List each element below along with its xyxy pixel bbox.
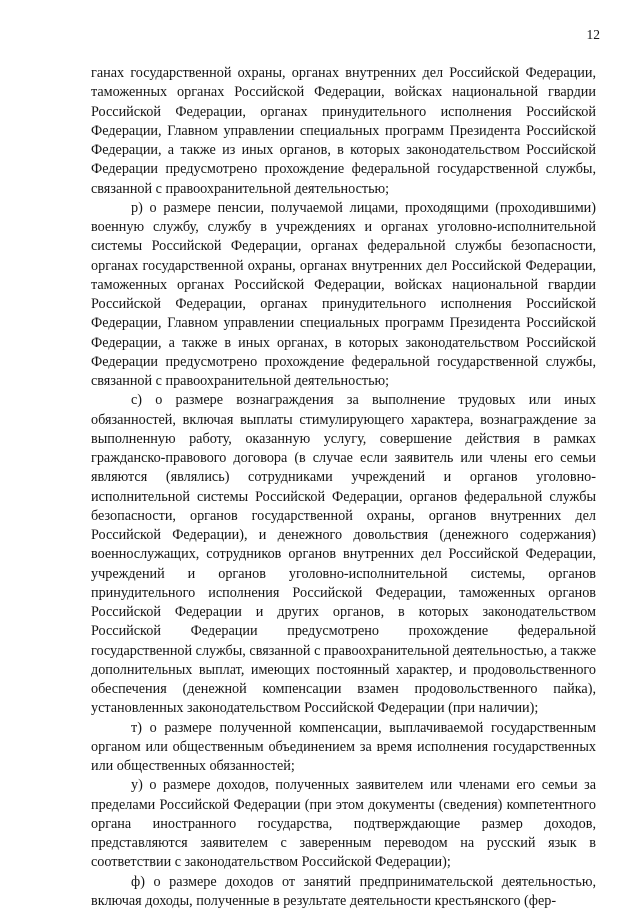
paragraph-item-r: р) о размере пенсии, получаемой лицами, проходящими (проходившими) военную службу, службу в учреждениях и органах уголовно-исполнительной системы Российской Федерации, органах федеральной службы безопасности, органах государственной охраны, органах внутренних дел Российской Федерации, таможенных органах Российской Федерации, войсках национальной гвардии Российской Федерации, органах принудительного исполнения Российской Федерации, Главном управлении специальных программ Президента Российской Федерации, а также в иных органах, в которых законодательством Российской Федерации предусмотрено прохождение федеральной государственной службы, связанной с правоохранительной деятельностью;	[91, 199, 596, 392]
document-body	[91, 64, 596, 911]
page-number: 12	[587, 27, 601, 43]
paragraph-item-s: с) о размере вознаграждения за выполнение трудовых или иных обязанностей, включая выплаты стимулирующего характера, вознаграждение за выполненную работу, оказанную услугу, совершение действия в рамках гражданско-правового договора (в случае если заявитель или члены его семьи являются (являлись) сотрудниками учреждений и органов уголовно-исполнительной системы Российской Федерации, органов федеральной службы безопасности, органов государственной охраны, органов внутренних дел Российской Федерации), и денежного довольствия (денежного содержания) военнослужащих, сотрудников органов внутренних дел Российской Федерации, учреждений и органов уголовно-исполнительной системы, органов принудительного исполнения Российской Федерации, таможенных органов Российской Федерации и других органов, в которых законодательством Российской Федерации предусмотрено прохождение федеральной государственной службы, связанной с правоохранительной деятельностью, а также дополнительных выплат, имеющих постоянный характер, и продовольственного обеспечения (денежной компенсации взамен продовольственного пайка), установленных законодательством Российской Федерации (при наличии);	[91, 391, 596, 718]
paragraph-continuation: ганах государственной охраны, органах внутренних дел Российской Федерации, таможенных органах Российской Федерации, войсках национальной гвардии Российской Федерации, органах принудительного исполнения Российской Федерации, Главном управлении специальных программ Президента Российской Федерации, а также из иных органов, в которых законодательством Российской Федерации предусмотрено прохождение федеральной государственной службы, связанной с правоохранительной деятельностью;	[91, 64, 596, 199]
paragraph-item-u: у) о размере доходов, полученных заявителем или членами его семьи за пределами Российской Федерации (при этом документы (сведения) компетентного органа иностранного государства, подтверждающие размер доходов, представляются заявителем с заверенным переводом на русский язык в соответствии с законодательством Российской Федерации);	[91, 776, 596, 872]
paragraph-item-f: ф) о размере доходов от занятий предпринимательской деятельностью, включая доходы, полученные в результате деятельности крестьянского (фер-	[91, 873, 596, 911]
paragraph-item-t: т) о размере полученной компенсации, выплачиваемой государственным органом или общественным объединением за время исполнения государственных или общественных обязанностей;	[91, 719, 596, 777]
